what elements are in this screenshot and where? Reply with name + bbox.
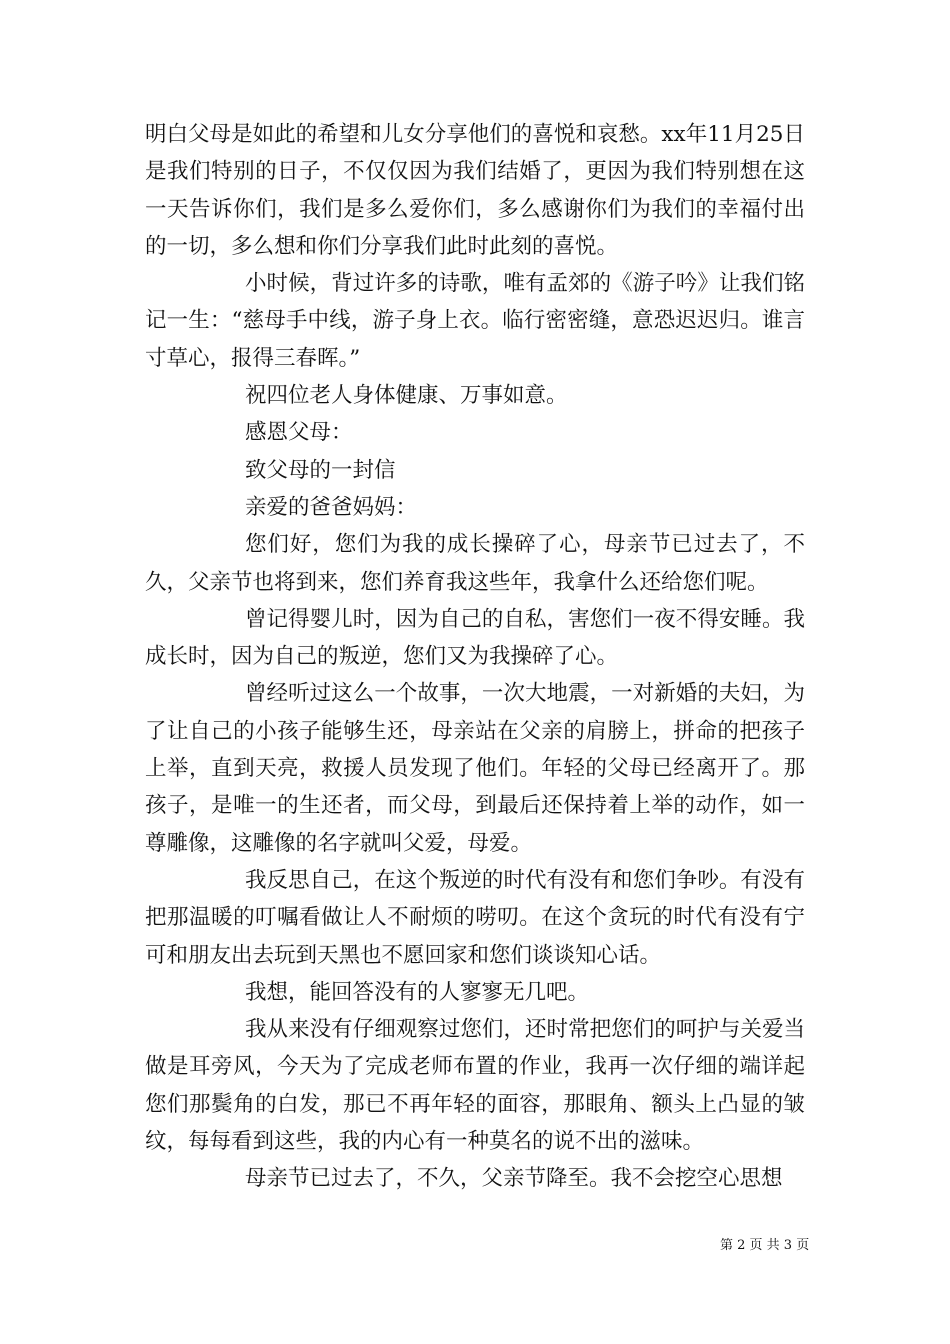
paragraph: 祝四位老人身体健康、万事如意。 <box>245 383 568 409</box>
paragraph: 曾经听过这么一个故事，一次大地震，一对新婚的夫妇，为了让自己的小孩子能够生还，母亲站在父亲的肩膀上，拼命的把孩子上举，直到天亮，救援人员发现了他们。年轻的父母已经离开了。那孩子，是唯一的生还者，而父母，到最后还保持着上举的动作，如一尊雕像，这雕像的名字就叫父爱，母爱。 <box>145 681 805 856</box>
letter-salutation: 亲爱的爸爸妈妈： <box>245 494 418 520</box>
paragraph: 我反思自己，在这个叛逆的时代有没有和您们争吵。有没有把那温暖的叮嘱看做让人不耐烦的唠叨。在这个贪玩的时代有没有宁可和朋友出去玩到天黑也不愿回家和您们谈谈知心话。 <box>145 867 805 968</box>
paragraph: 感恩父母： <box>245 420 353 446</box>
page-number-footer: 第 2 页 共 3 页 <box>720 1238 810 1253</box>
paragraph: 母亲节已过去了，不久，父亲节降至。我不会挖空心思想 <box>245 1166 783 1192</box>
body-text <box>145 116 805 1198</box>
paragraph: 我从来没有仔细观察过您们，还时常把您们的呵护与关爱当做是耳旁风，今天为了完成老师布置的作业，我再一次仔细的端详起您们那鬓角的白发，那已不再年轻的面容，那眼角、额头上凸显的皱纹，每每看到这些，我的内心有一种莫名的说不出的滋味。 <box>145 1017 805 1155</box>
paragraph: 小时候，背过许多的诗歌，唯有孟郊的《游子吟》让我们铭记一生：“慈母手中线，游子身上衣。临行密密缝，意恐迟迟归。谁言寸草心，报得三春晖。” <box>145 271 805 371</box>
paragraph: 您们好，您们为我的成长操碎了心，母亲节已过去了，不久，父亲节也将到来，您们养育我这些年，我拿什么还给您们呢。 <box>145 532 805 595</box>
paragraph: 明白父母是如此的希望和儿女分享他们的喜悦和哀愁。xx年11月25日是我们特别的日子，不仅仅因为我们结婚了，更因为我们特别想在这一天告诉你们，我们是多么爱你们，多么感谢你们为我们的幸福付出的一切，多么想和你们分享我们此时此刻的喜悦。 <box>145 122 805 259</box>
paragraph: 曾记得婴儿时，因为自己的自私，害您们一夜不得安睡。我成长时，因为自己的叛逆，您们又为我操碎了心。 <box>145 606 805 670</box>
letter-title: 致父母的一封信 <box>245 457 396 483</box>
paragraph: 我想，能回答没有的人寥寥无几吧。 <box>245 979 590 1005</box>
